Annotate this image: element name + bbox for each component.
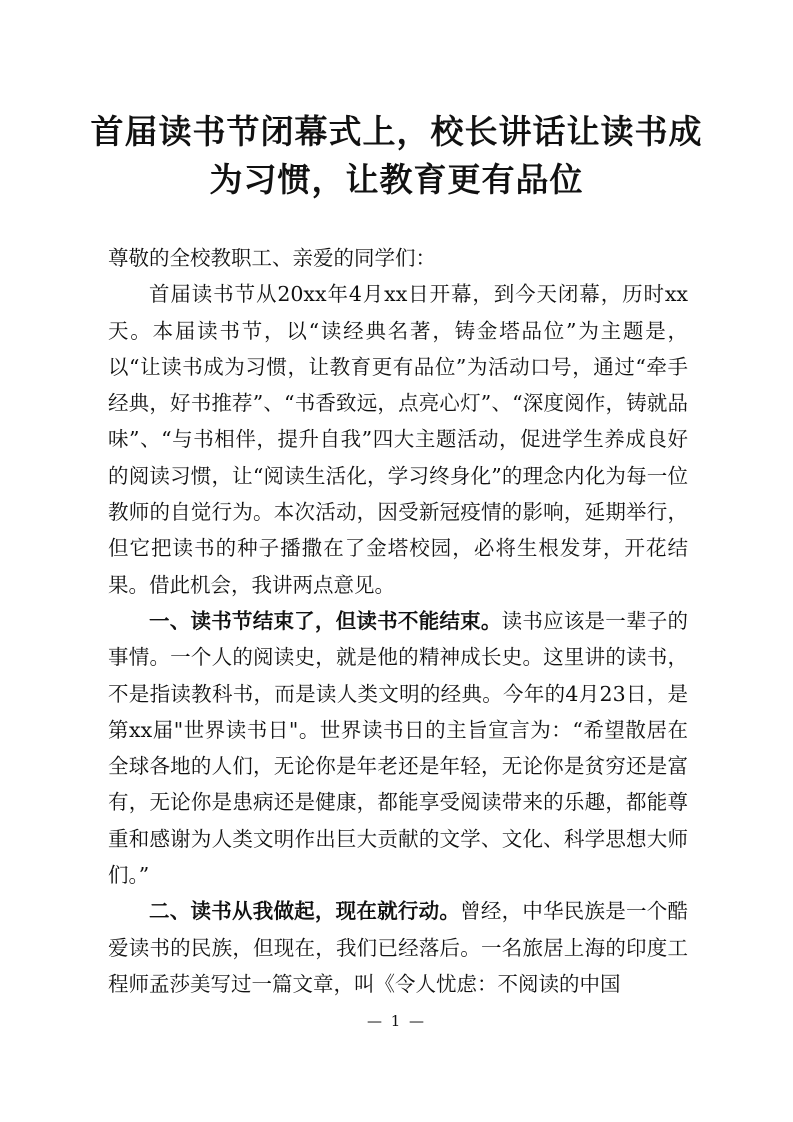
section-2-heading: 二、读书从我做起，现在就行动。 (149, 899, 461, 924)
page-number: — 1 — (366, 1012, 427, 1030)
paragraph-intro: 首届读书节从20xx年4月xx日开幕，到今天闭幕，历时xx天。本届读书节，以“读经典名著，铸金塔品位”为主题是，以“让读书成为习惯，让教育更有品位”为活动口号，通过“牵手经典，好书推荐”、“书香致远，点亮心灯”、“深度阅作，铸就品味”、“与书相伴，提升自我”四大主题活动，促进学生养成良好的阅读习惯，让“阅读生活化，学习终身化”的理念内化为每一位教师的自觉行为。本次活动，因受新冠疫情的影响，延期举行，但它把读书的种子播撒在了金塔校园，必将生根发芽，开花结果。借此机会，我讲两点意见。 (108, 282, 688, 597)
section-1-heading: 一、读书节结束了，但读书不能结束。 (149, 608, 502, 633)
document-body (108, 240, 688, 1002)
paragraph-section-2 (108, 893, 688, 1002)
section-2-text: 曾经，中华民族是一个酷爱读书的民族，但现在，我们已经落后。一名旅居上海的印度工程师孟莎美写过一篇文章，叫《令人忧虑：不阅读的中国 (108, 899, 689, 996)
salutation: 尊敬的全校教职工、亲爱的同学们： (108, 246, 436, 270)
document-title: 首届读书节闭幕式上，校长讲话让读书成为习惯，让教育更有品位 (90, 112, 703, 199)
paragraph-section-1 (108, 603, 688, 893)
section-1-text: 读书应该是一辈子的事情。一个人的阅读史，就是他的精神成长史。这里讲的读书，不是指读教科书，而是读人类文明的经典。今年的4月23日，是第xx届"世界读书日"。世界读书日的主旨宣言为：“希望散居在全球各地的人们，无论你是年老还是年轻，无论你是贫穷还是富有，无论你是患病还是健康，都能享受阅读带来的乐趣，都能尊重和感谢为人类文明作出巨大贡献的文学、文化、科学思想大师们。” (108, 608, 689, 888)
